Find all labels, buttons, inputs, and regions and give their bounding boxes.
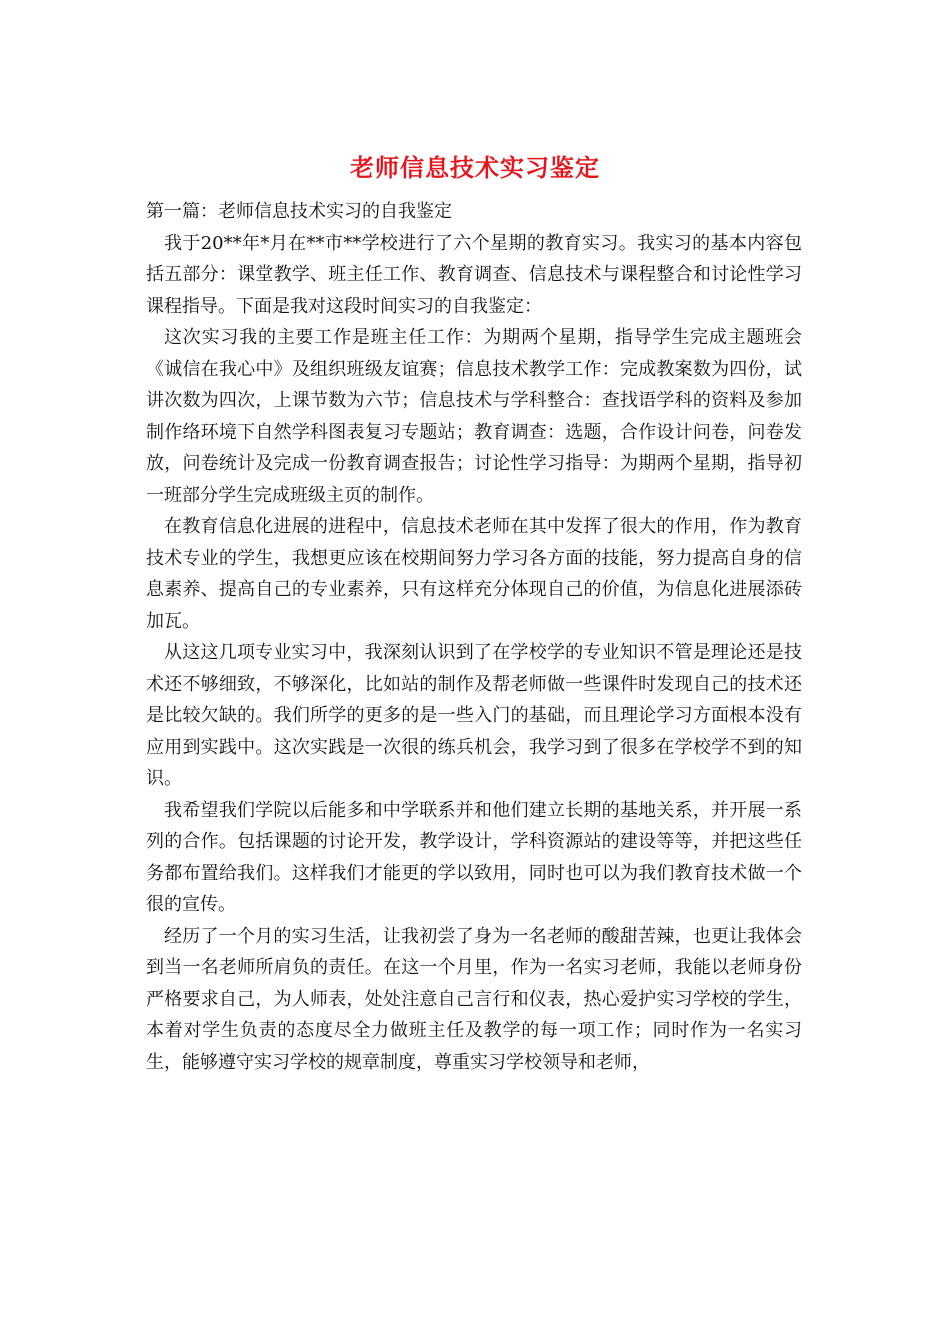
paragraph-2: 这次实习我的主要工作是班主任工作：为期两个星期，指导学生完成主题班会《诚信在我心中》及组织班级友谊赛；信息技术教学工作：完成教案数为四份，试讲次数为四次，上课节数为六节；信息技术与学科整合：查找语学科的资料及参加制作络环境下自然学科图表复习专题站；教育调查：选题，合作设计问卷，问卷发放，问卷统计及完成一份教育调查报告；讨论性学习指导：为期两个星期，指导初一班部分学生完成班级主页的制作。 bbox=[146, 327, 802, 506]
document-title: 老师信息技术实习鉴定 bbox=[350, 153, 600, 182]
paragraph-1: 我于20**年*月在**市**学校进行了六个星期的教育实习。我实习的基本内容包括五部分：课堂教学、班主任工作、教育调查、信息技术与课程整合和讨论性学习课程指导。下面是我对这段时间实习的自我鉴定： bbox=[146, 232, 802, 317]
document-body bbox=[146, 196, 802, 1078]
paragraph-3: 在教育信息化进展的进程中，信息技术老师在其中发挥了很大的作用，作为教育技术专业的学生，我想更应该在校期间努力学习各方面的技能，努力提高自身的信息素养、提高自己的专业素养，只有这样充分体现自己的价值，为信息化进展添砖加瓦。 bbox=[146, 516, 802, 632]
paragraph-6: 经历了一个月的实习生活，让我初尝了身为一名老师的酸甜苦辣，也更让我体会到当一名老师所肩负的责任。在这一个月里，作为一名实习老师，我能以老师身份严格要求自己，为人师表，处处注意自己言行和仪表，热心爱护实习学校的学生，本着对学生负责的态度尽全力做班主任及教学的每一项工作；同时作为一名实习生，能够遵守实习学校的规章制度，尊重实习学校领导和老师， bbox=[146, 925, 802, 1073]
paragraph-4: 从这这几项专业实习中，我深刻认识到了在学校学的专业知识不管是理论还是技术还不够细致，不够深化，比如站的制作及帮老师做一些课件时发现自己的技术还是比较欠缺的。我们所学的更多的是一些入门的基础，而且理论学习方面根本没有应用到实践中。这次实践是一次很的练兵机会，我学习到了很多在学校学不到的知识。 bbox=[146, 642, 802, 789]
section-heading: 第一篇：老师信息技术实习的自我鉴定 bbox=[146, 201, 452, 222]
paragraph-5: 我希望我们学院以后能多和中学联系并和他们建立长期的基地关系，并开展一系列的合作。包括课题的讨论开发，教学设计，学科资源站的建设等等，并把这些任务都布置给我们。这样我们才能更的学以致用，同时也可以为我们教育技术做一个很的宣传。 bbox=[146, 799, 802, 915]
